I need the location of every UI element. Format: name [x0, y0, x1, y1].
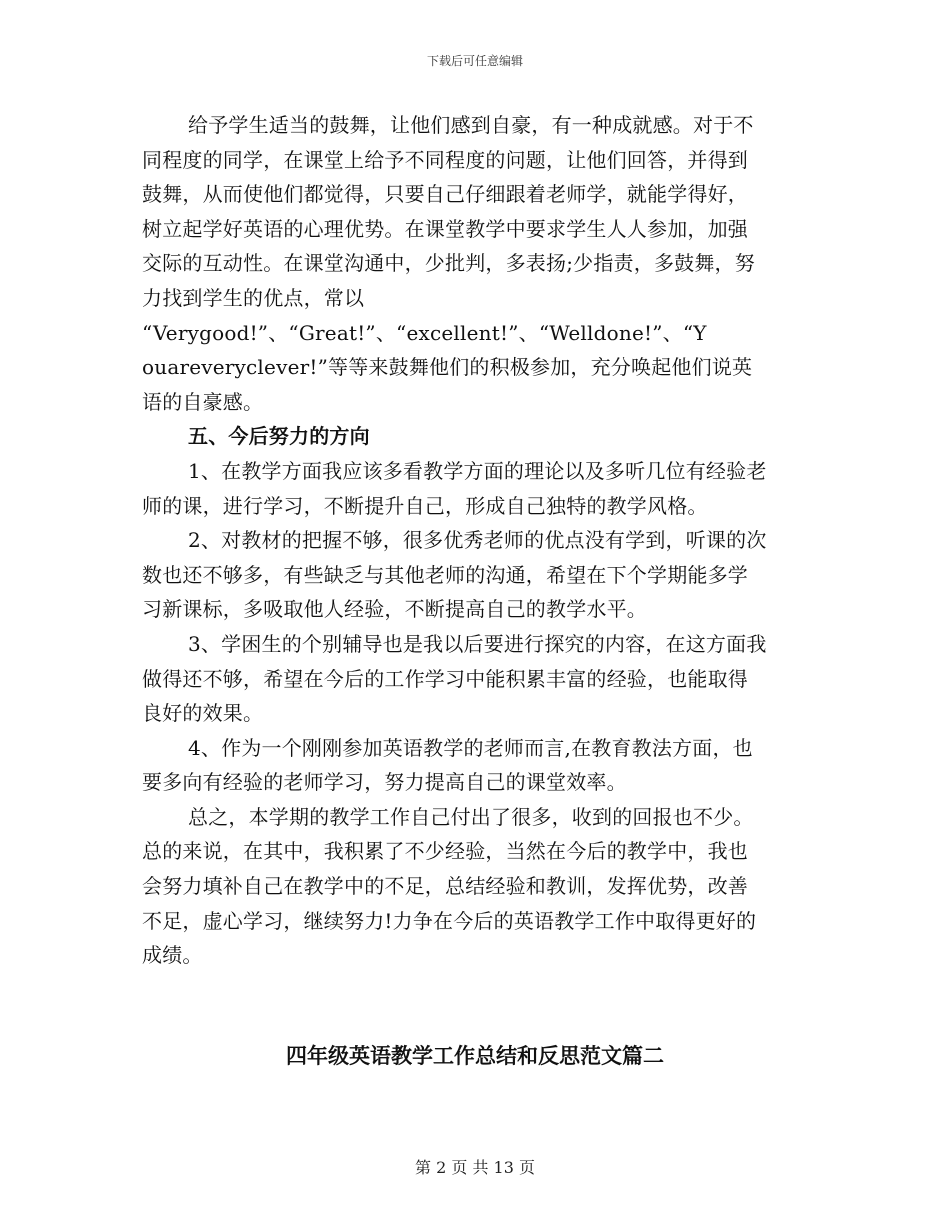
text-line: 会努力填补自己在教学中的不足，总结经验和教训，发挥优势，改善 — [142, 874, 748, 899]
text-line: 4、作为一个刚刚参加英语教学的老师而言,在教育教法方面，也 — [188, 735, 753, 760]
text-line: 3、学困生的个别辅导也是我以后要进行探究的内容，在这方面我 — [188, 631, 767, 656]
text-line: 语的自豪感。 — [142, 389, 264, 414]
text-line: 成绩。 — [142, 943, 203, 968]
text-line: 2、对教材的把握不够，很多优秀老师的优点没有学到，听课的次 — [188, 528, 767, 553]
text-line: 要多向有经验的老师学习，努力提高自己的课堂效率。 — [142, 770, 627, 795]
page-header-note: 下载后可任意编辑 — [426, 54, 523, 68]
text-line: 良好的效果。 — [142, 701, 264, 726]
text-line: 总的来说，在其中，我积累了不少经验，当然在今后的教学中，我也 — [142, 839, 748, 864]
section-title: 四年级英语教学工作总结和反思范文篇二 — [286, 1044, 664, 1068]
text-line: 数也还不够多，有些缺乏与其他老师的沟通，希望在下个学期能多学 — [142, 562, 748, 587]
section-heading: 五、今后努力的方向 — [188, 424, 370, 449]
text-line: ouareveryclever!”等等来鼓舞他们的积极参加，充分唤起他们说英 — [142, 355, 753, 380]
text-line: 鼓舞，从而使他们都觉得，只要自己仔细跟着老师学，就能学得好， — [142, 182, 748, 207]
text-line: 力找到学生的优点，常以 — [142, 285, 365, 310]
text-line: 不足，虚心学习，继续努力!力争在今后的英语教学工作中取得更好的 — [142, 908, 757, 933]
page-number: 第 2 页 共 13 页 — [415, 1158, 535, 1177]
text-line: 1、在教学方面我应该多看教学方面的理论以及多听几位有经验老 — [188, 458, 767, 483]
text-line: 同程度的同学，在课堂上给予不同程度的问题，让他们回答，并得到 — [142, 147, 748, 172]
document-body — [142, 108, 810, 973]
text-line: 师的课，进行学习，不断提升自己，形成自己独特的教学风格。 — [142, 493, 708, 518]
text-line: 总之，本学期的教学工作自己付出了很多，收到的回报也不少。 — [188, 804, 754, 829]
text-line: 树立起学好英语的心理优势。在课堂教学中要求学生人人参加，加强 — [142, 216, 748, 241]
text-line: “Verygood!”、“Great!”、“excellent!”、“Welldone!”、“Y — [142, 320, 707, 345]
text-line: 做得还不够，希望在今后的工作学习中能积累丰富的经验，也能取得 — [142, 666, 748, 691]
text-line: 习新课标，多吸取他人经验，不断提高自己的教学水平。 — [142, 597, 647, 622]
text-line: 交际的互动性。在课堂沟通中，少批判，多表扬;少指责，多鼓舞，努 — [142, 251, 755, 276]
text-line: 给予学生适当的鼓舞，让他们感到自豪，有一种成就感。对于不 — [188, 113, 754, 137]
